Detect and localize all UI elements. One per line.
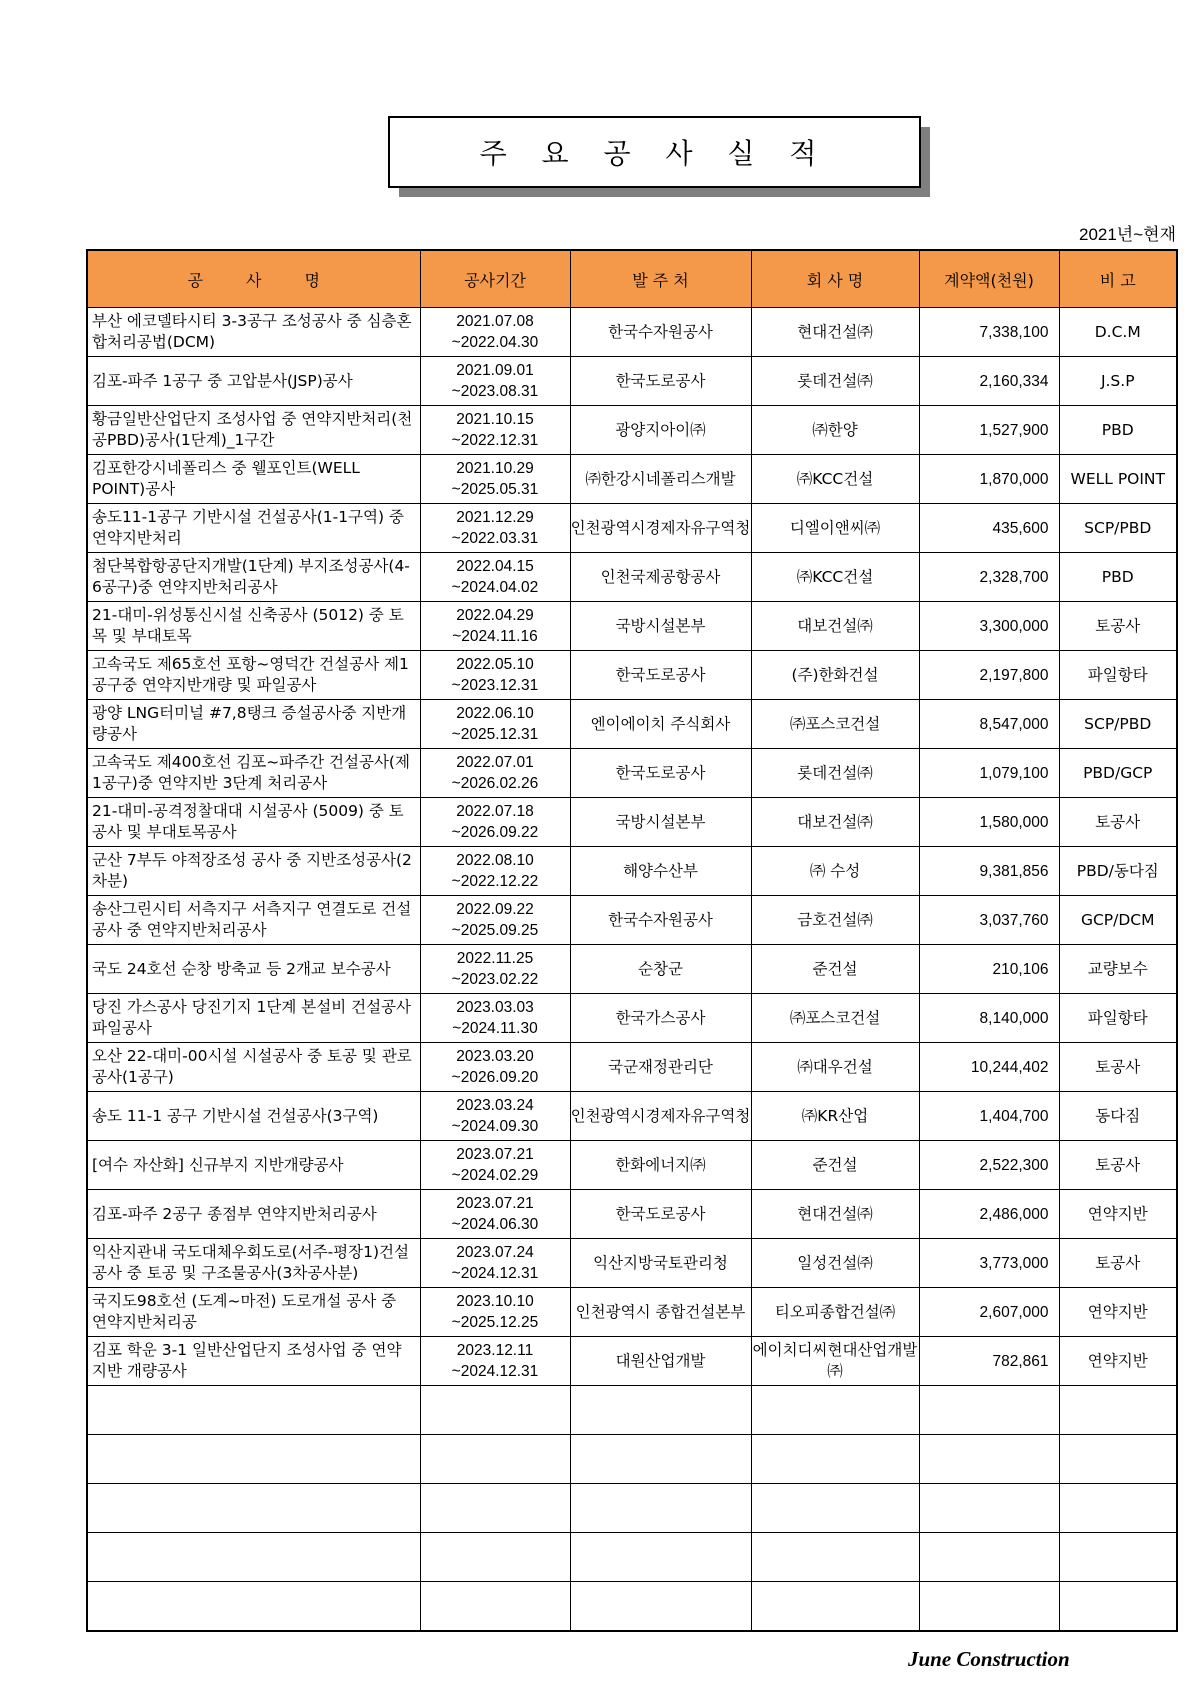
empty-cell <box>420 1435 570 1484</box>
period-cell <box>420 1141 570 1190</box>
empty-cell <box>919 1484 1059 1533</box>
note-cell: SCP/PBD <box>1059 504 1177 553</box>
period-start: 2023.03.03 <box>456 999 534 1016</box>
project-name-cell <box>87 553 420 602</box>
note-cell: 교량보수 <box>1059 945 1177 994</box>
client-cell: 한국도로공사 <box>570 749 751 798</box>
client-cell: 광양지아이㈜ <box>570 406 751 455</box>
client-cell: 한화에너지㈜ <box>570 1141 751 1190</box>
client-cell: 국방시설본부 <box>570 798 751 847</box>
period-start: 2021.07.08 <box>456 313 534 330</box>
client-cell: ㈜한강시네폴리스개발 <box>570 455 751 504</box>
amount-cell: 2,486,000 <box>919 1190 1059 1239</box>
period-cell <box>420 945 570 994</box>
period-cell <box>420 1288 570 1337</box>
amount-cell: 435,600 <box>919 504 1059 553</box>
table-row <box>87 553 1177 602</box>
period-end: ~2026.09.20 <box>451 1069 539 1086</box>
period-cell <box>420 308 570 357</box>
period-start: 2021.09.01 <box>456 362 534 379</box>
period-cell <box>420 847 570 896</box>
project-name-cell <box>87 406 420 455</box>
period-end: ~2025.05.31 <box>451 481 539 498</box>
amount-cell: 1,527,900 <box>919 406 1059 455</box>
note-cell: PBD <box>1059 406 1177 455</box>
empty-cell <box>1059 1533 1177 1582</box>
amount-cell: 8,547,000 <box>919 700 1059 749</box>
period-start: 2022.04.15 <box>456 558 534 575</box>
client-cell: 한국도로공사 <box>570 651 751 700</box>
company-cell: 현대건설㈜ <box>751 1190 919 1239</box>
table-row <box>87 1190 1177 1239</box>
project-name-cell <box>87 651 420 700</box>
amount-cell: 8,140,000 <box>919 994 1059 1043</box>
period-end: ~2022.03.31 <box>451 530 539 547</box>
project-name: 부산 에코델타시티 3-3공구 조성공사 중 심층혼합처리공법(DCM) <box>92 312 412 351</box>
project-name: 고속국도 제400호선 김포~파주간 건설공사(제1공구)중 연약지반 3단계 처리공사 <box>92 753 410 792</box>
period-start: 2021.12.29 <box>456 509 534 526</box>
client-cell: 순창군 <box>570 945 751 994</box>
project-name: 황금일반산업단지 조성사업 중 연약지반처리(천공PBD)공사(1단계)_1구간 <box>92 410 413 449</box>
note-cell: 연약지반 <box>1059 1337 1177 1386</box>
empty-cell <box>1059 1435 1177 1484</box>
empty-row <box>87 1435 1177 1484</box>
empty-cell <box>751 1533 919 1582</box>
note-cell: 파일항타 <box>1059 994 1177 1043</box>
table-row <box>87 357 1177 406</box>
amount-cell: 1,870,000 <box>919 455 1059 504</box>
project-name: 송도 11-1 공구 기반시설 건설공사(3구역) <box>92 1106 379 1125</box>
note-cell: 토공사 <box>1059 1043 1177 1092</box>
project-name-cell <box>87 1288 420 1337</box>
amount-cell: 10,244,402 <box>919 1043 1059 1092</box>
period-end: ~2022.04.30 <box>451 334 539 351</box>
client-cell: 인천국제공항공사 <box>570 553 751 602</box>
client-cell: 한국가스공사 <box>570 994 751 1043</box>
project-name-cell <box>87 1239 420 1288</box>
company-cell: ㈜한양 <box>751 406 919 455</box>
period-cell <box>420 1337 570 1386</box>
note-cell: PBD <box>1059 553 1177 602</box>
note-cell: PBD/GCP <box>1059 749 1177 798</box>
note-cell: 토공사 <box>1059 1141 1177 1190</box>
period-start: 2023.03.20 <box>456 1048 534 1065</box>
table-row <box>87 406 1177 455</box>
period-end: ~2023.12.31 <box>451 677 539 694</box>
project-name-cell <box>87 847 420 896</box>
project-name-cell <box>87 896 420 945</box>
table-row <box>87 700 1177 749</box>
project-name-cell <box>87 749 420 798</box>
period-cell <box>420 1190 570 1239</box>
company-cell: ㈜KR산업 <box>751 1092 919 1141</box>
period-end: ~2022.12.31 <box>451 432 539 449</box>
project-name: 광양 LNG터미널 #7,8탱크 증설공사중 지반개량공사 <box>92 704 407 743</box>
project-name: 국도 24호선 순창 방축교 등 2개교 보수공사 <box>92 959 391 978</box>
amount-cell: 3,037,760 <box>919 896 1059 945</box>
note-cell: GCP/DCM <box>1059 896 1177 945</box>
period-start: 2023.07.24 <box>456 1244 534 1261</box>
amount-cell: 1,404,700 <box>919 1092 1059 1141</box>
empty-cell <box>751 1484 919 1533</box>
project-name: 군산 7부두 야적장조성 공사 중 지반조성공사(2차분) <box>92 851 412 890</box>
empty-row <box>87 1533 1177 1582</box>
period-start: 2021.10.15 <box>456 411 534 428</box>
table-row <box>87 651 1177 700</box>
client-cell: 인천광역시 종합건설본부 <box>570 1288 751 1337</box>
empty-cell <box>919 1435 1059 1484</box>
amount-cell: 3,300,000 <box>919 602 1059 651</box>
client-cell: 대원산업개발 <box>570 1337 751 1386</box>
period-end: ~2025.12.25 <box>451 1314 539 1331</box>
empty-cell <box>87 1582 420 1632</box>
period-cell <box>420 798 570 847</box>
project-name: 송산그린시티 서측지구 서측지구 연결도로 건설공사 중 연약지반처리공사 <box>92 900 412 939</box>
project-name: 국지도98호선 (도계~마전) 도로개설 공사 중 연약지반처리공 <box>92 1292 397 1331</box>
company-cell: 롯데건설㈜ <box>751 749 919 798</box>
company-cell: 에이치디씨현대산업개발㈜ <box>751 1337 919 1386</box>
period-cell <box>420 357 570 406</box>
table-row <box>87 455 1177 504</box>
period-start: 2022.11.25 <box>456 950 534 967</box>
period-cell <box>420 553 570 602</box>
empty-cell <box>87 1484 420 1533</box>
table-row <box>87 1337 1177 1386</box>
period-start: 2023.03.24 <box>456 1097 534 1114</box>
company-footer: June Construction <box>908 1647 1070 1671</box>
period-cell <box>420 504 570 553</box>
period-end: ~2023.08.31 <box>451 383 539 400</box>
project-name: 첨단복합항공단지개발(1단계) 부지조성공사(4-6공구)중 연약지반처리공사 <box>92 557 410 596</box>
period-end: ~2026.02.26 <box>451 775 539 792</box>
period-end: ~2024.11.30 <box>452 1020 538 1037</box>
company-cell: 준건설 <box>751 945 919 994</box>
project-name-cell <box>87 798 420 847</box>
period-end: ~2024.09.30 <box>451 1118 539 1135</box>
client-cell: 한국도로공사 <box>570 357 751 406</box>
amount-cell: 9,381,856 <box>919 847 1059 896</box>
project-name: 익산지관내 국도대체우회도로(서주-평장1)건설공사 중 토공 및 구조물공사(3차공사분) <box>92 1243 409 1282</box>
amount-cell: 2,522,300 <box>919 1141 1059 1190</box>
period-start: 2023.07.21 <box>456 1195 534 1212</box>
project-name: 21-대미-위성통신시설 신축공사 (5012) 중 토목 및 부대토목 <box>92 606 404 645</box>
company-cell: 대보건설㈜ <box>751 602 919 651</box>
header-project-name: 공 사 명 <box>87 250 420 308</box>
table-row <box>87 1043 1177 1092</box>
header-company: 회 사 명 <box>751 250 919 308</box>
client-cell: 익산지방국토관리청 <box>570 1239 751 1288</box>
empty-cell <box>87 1386 420 1435</box>
project-name-cell <box>87 700 420 749</box>
period-label: 2021년~현재 <box>1078 225 1176 244</box>
empty-cell <box>1059 1582 1177 1632</box>
project-name-cell <box>87 945 420 994</box>
period-cell <box>420 406 570 455</box>
empty-cell <box>87 1435 420 1484</box>
table-row <box>87 308 1177 357</box>
table-body <box>87 308 1177 1632</box>
empty-cell <box>570 1533 751 1582</box>
period-end: ~2024.02.29 <box>451 1167 539 1184</box>
amount-cell: 2,328,700 <box>919 553 1059 602</box>
note-cell: 토공사 <box>1059 602 1177 651</box>
header-note: 비 고 <box>1059 250 1177 308</box>
table-row <box>87 798 1177 847</box>
period-start: 2023.12.11 <box>456 1342 534 1359</box>
client-cell: 엔이에이치 주식회사 <box>570 700 751 749</box>
table-row <box>87 602 1177 651</box>
period-cell <box>420 602 570 651</box>
project-name-cell <box>87 504 420 553</box>
company-cell: 대보건설㈜ <box>751 798 919 847</box>
empty-cell <box>919 1386 1059 1435</box>
empty-row <box>87 1582 1177 1632</box>
project-name-cell <box>87 1337 420 1386</box>
empty-cell <box>420 1386 570 1435</box>
client-cell: 한국수자원공사 <box>570 308 751 357</box>
period-cell <box>420 1092 570 1141</box>
project-name-cell <box>87 1141 420 1190</box>
empty-cell <box>87 1533 420 1582</box>
period-end: ~2025.09.25 <box>451 922 539 939</box>
project-name: 김포 학운 3-1 일반산업단지 조성사업 중 연약지반 개량공사 <box>92 1341 402 1380</box>
client-cell: 해양수산부 <box>570 847 751 896</box>
period-end: ~2024.12.31 <box>451 1265 539 1282</box>
note-cell: 연약지반 <box>1059 1288 1177 1337</box>
period-start: 2022.08.10 <box>456 852 534 869</box>
empty-cell <box>570 1435 751 1484</box>
client-cell: 한국도로공사 <box>570 1190 751 1239</box>
period-start: 2022.06.10 <box>456 705 534 722</box>
table-row <box>87 504 1177 553</box>
period-start: 2022.07.01 <box>456 754 534 771</box>
period-end: ~2025.12.31 <box>451 726 539 743</box>
project-name-cell <box>87 602 420 651</box>
company-cell: 현대건설㈜ <box>751 308 919 357</box>
project-table <box>86 249 1178 1632</box>
period-cell <box>420 1239 570 1288</box>
table-row <box>87 896 1177 945</box>
company-cell: 금호건설㈜ <box>751 896 919 945</box>
project-name-cell <box>87 1190 420 1239</box>
client-cell: 인천광역시경제자유구역청 <box>570 504 751 553</box>
empty-cell <box>1059 1386 1177 1435</box>
amount-cell: 2,607,000 <box>919 1288 1059 1337</box>
period-end: ~2026.09.22 <box>451 824 539 841</box>
project-name-cell <box>87 994 420 1043</box>
project-name-cell <box>87 357 420 406</box>
empty-cell <box>420 1582 570 1632</box>
table-row <box>87 749 1177 798</box>
company-cell: 디엘이앤씨㈜ <box>751 504 919 553</box>
note-cell: D.C.M <box>1059 308 1177 357</box>
company-cell: ㈜ 수성 <box>751 847 919 896</box>
period-end: ~2024.12.31 <box>451 1363 539 1380</box>
amount-cell: 7,338,100 <box>919 308 1059 357</box>
note-cell: 연약지반 <box>1059 1190 1177 1239</box>
period-start: 2022.04.29 <box>456 607 534 624</box>
header-client: 발 주 처 <box>570 250 751 308</box>
empty-cell <box>751 1435 919 1484</box>
period-end: ~2024.11.16 <box>452 628 538 645</box>
project-name: 송도11-1공구 기반시설 건설공사(1-1구역) 중 연약지반처리 <box>92 508 404 547</box>
period-cell <box>420 455 570 504</box>
period-start: 2022.09.22 <box>456 901 534 918</box>
note-cell: J.S.P <box>1059 357 1177 406</box>
period-start: 2023.07.21 <box>456 1146 534 1163</box>
table-row <box>87 994 1177 1043</box>
note-cell: SCP/PBD <box>1059 700 1177 749</box>
company-cell: ㈜KCC건설 <box>751 455 919 504</box>
table-row <box>87 1092 1177 1141</box>
empty-cell <box>570 1582 751 1632</box>
client-cell: 국군재정관리단 <box>570 1043 751 1092</box>
amount-cell: 1,079,100 <box>919 749 1059 798</box>
amount-cell: 782,861 <box>919 1337 1059 1386</box>
period-start: 2021.10.29 <box>456 460 534 477</box>
table-row <box>87 847 1177 896</box>
empty-row <box>87 1386 1177 1435</box>
table-row <box>87 1141 1177 1190</box>
company-cell: ㈜포스코건설 <box>751 994 919 1043</box>
empty-row <box>87 1484 1177 1533</box>
project-name: [여수 자산화] 신규부지 지반개량공사 <box>92 1155 344 1174</box>
note-cell: 토공사 <box>1059 798 1177 847</box>
table-row <box>87 1288 1177 1337</box>
table-row <box>87 945 1177 994</box>
note-cell: 토공사 <box>1059 1239 1177 1288</box>
period-start: 2023.10.10 <box>456 1293 534 1310</box>
empty-cell <box>570 1386 751 1435</box>
amount-cell: 2,197,800 <box>919 651 1059 700</box>
period-cell <box>420 700 570 749</box>
amount-cell: 3,773,000 <box>919 1239 1059 1288</box>
period-end: ~2024.06.30 <box>451 1216 539 1233</box>
period-cell <box>420 749 570 798</box>
empty-cell <box>420 1533 570 1582</box>
project-name: 고속국도 제65호선 포항~영덕간 건설공사 제1공구중 연약지반개량 및 파일공사 <box>92 655 409 694</box>
project-name-cell <box>87 1092 420 1141</box>
project-name: 21-대미-공격정찰대대 시설공사 (5009) 중 토공사 및 부대토목공사 <box>92 802 404 841</box>
empty-cell <box>751 1386 919 1435</box>
note-cell: 동다짐 <box>1059 1092 1177 1141</box>
client-cell: 한국수자원공사 <box>570 896 751 945</box>
project-name-cell <box>87 1043 420 1092</box>
header-period: 공사기간 <box>420 250 570 308</box>
company-cell: ㈜KCC건설 <box>751 553 919 602</box>
company-cell: ㈜포스코건설 <box>751 700 919 749</box>
company-cell: 롯데건설㈜ <box>751 357 919 406</box>
client-cell: 국방시설본부 <box>570 602 751 651</box>
empty-cell <box>751 1582 919 1632</box>
project-name: 김포한강시네폴리스 중 웰포인트(WELL POINT)공사 <box>92 459 360 498</box>
project-name: 당진 가스공사 당진기지 1단계 본설비 건설공사 파일공사 <box>92 998 411 1037</box>
company-cell: 준건설 <box>751 1141 919 1190</box>
empty-cell <box>420 1484 570 1533</box>
period-end: ~2022.12.22 <box>451 873 539 890</box>
period-cell <box>420 994 570 1043</box>
table-row <box>87 1239 1177 1288</box>
amount-cell: 210,106 <box>919 945 1059 994</box>
company-cell: 티오피종합건설㈜ <box>751 1288 919 1337</box>
empty-cell <box>919 1533 1059 1582</box>
note-cell: PBD/동다짐 <box>1059 847 1177 896</box>
period-cell <box>420 896 570 945</box>
period-cell <box>420 651 570 700</box>
note-cell: WELL POINT <box>1059 455 1177 504</box>
empty-cell <box>570 1484 751 1533</box>
amount-cell: 1,580,000 <box>919 798 1059 847</box>
project-name: 오산 22-대미-00시설 시설공사 중 토공 및 관로공사(1공구) <box>92 1047 412 1086</box>
amount-cell: 2,160,334 <box>919 357 1059 406</box>
period-start: 2022.07.18 <box>456 803 534 820</box>
client-cell: 인천광역시경제자유구역청 <box>570 1092 751 1141</box>
empty-cell <box>919 1582 1059 1632</box>
empty-cell <box>1059 1484 1177 1533</box>
project-name: 김포-파주 2공구 종점부 연약지반처리공사 <box>92 1204 377 1223</box>
header-amount: 계약액(천원) <box>919 250 1059 308</box>
period-start: 2022.05.10 <box>456 656 534 673</box>
period-end: ~2024.04.02 <box>451 579 539 596</box>
project-name-cell <box>87 455 420 504</box>
company-cell: 일성건설㈜ <box>751 1239 919 1288</box>
table-header-row <box>87 250 1177 308</box>
page-title: 주 요 공 사 실 적 <box>388 116 921 188</box>
company-cell: ㈜대우건설 <box>751 1043 919 1092</box>
period-cell <box>420 1043 570 1092</box>
project-name-cell <box>87 308 420 357</box>
company-cell: (주)한화건설 <box>751 651 919 700</box>
project-name: 김포-파주 1공구 중 고압분사(JSP)공사 <box>92 371 353 390</box>
period-end: ~2023.02.22 <box>451 971 539 988</box>
note-cell: 파일항타 <box>1059 651 1177 700</box>
